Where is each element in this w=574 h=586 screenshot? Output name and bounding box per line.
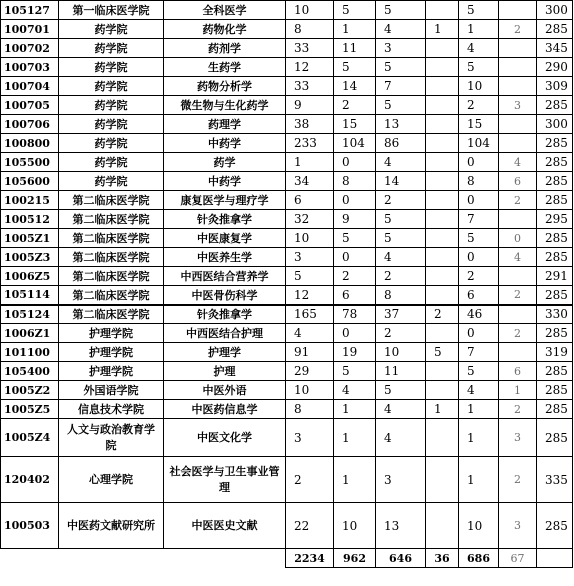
cell-c1: 1	[286, 153, 334, 172]
cell-c2: 0	[334, 248, 376, 267]
cell-c6: 3	[499, 503, 537, 549]
cell-c5: 1	[459, 20, 499, 39]
cell-c1: 38	[286, 115, 334, 134]
cell-c1: 91	[286, 343, 334, 362]
cell-c5: 7	[459, 210, 499, 229]
cell-school: 第二临床医学院	[59, 210, 164, 229]
cell-school: 药学院	[59, 153, 164, 172]
cell-c3: 86	[376, 134, 426, 153]
table-row	[1, 457, 573, 503]
cell-code: 105500	[1, 153, 59, 172]
cell-c3: 4	[376, 419, 426, 457]
cell-c5: 5	[459, 229, 499, 248]
cell-school: 药学院	[59, 115, 164, 134]
cell-score: 285	[537, 286, 573, 305]
cell-c4: 1	[426, 400, 459, 419]
cell-code: 100503	[1, 503, 59, 549]
cell-school: 心理学院	[59, 457, 164, 503]
cell-score: 300	[537, 115, 573, 134]
cell-c4: 1	[426, 20, 459, 39]
cell-c6	[499, 58, 537, 77]
cell-c3: 13	[376, 115, 426, 134]
cell-score: 319	[537, 343, 573, 362]
cell-code: 120402	[1, 457, 59, 503]
cell-c2: 5	[334, 362, 376, 381]
cell-c5: 104	[459, 134, 499, 153]
cell-c5: 15	[459, 115, 499, 134]
cell-school: 药学院	[59, 172, 164, 191]
cell-c2: 1	[334, 400, 376, 419]
table-row	[1, 286, 573, 305]
cell-school: 护理学院	[59, 324, 164, 343]
cell-c3: 4	[376, 153, 426, 172]
cell-c4	[426, 77, 459, 96]
cell-c2: 14	[334, 77, 376, 96]
cell-c4	[426, 229, 459, 248]
cell-code: 100800	[1, 134, 59, 153]
table-row	[1, 210, 573, 229]
cell-c1: 33	[286, 77, 334, 96]
cell-c6: 3	[499, 419, 537, 457]
cell-c6: 2	[499, 324, 537, 343]
cell-school: 第二临床医学院	[59, 286, 164, 305]
cell-c5: 6	[459, 286, 499, 305]
table-row	[1, 20, 573, 39]
table-row	[1, 115, 573, 134]
table-row	[1, 362, 573, 381]
cell-c1: 8	[286, 20, 334, 39]
cell-c3: 2	[376, 191, 426, 210]
cell-major: 药剂学	[164, 39, 286, 58]
table-row	[1, 153, 573, 172]
cell-major: 中医药信息学	[164, 400, 286, 419]
cell-c3: 5	[376, 229, 426, 248]
total-c4: 36	[426, 549, 459, 568]
table-row	[1, 267, 573, 286]
cell-c2: 5	[334, 229, 376, 248]
cell-c1: 3	[286, 419, 334, 457]
cell-c5: 0	[459, 324, 499, 343]
cell-school: 人文与政治教育学院	[59, 419, 164, 457]
cell-c2: 15	[334, 115, 376, 134]
cell-major: 全科医学	[164, 1, 286, 20]
cell-c3: 7	[376, 77, 426, 96]
cell-c4	[426, 210, 459, 229]
cell-c5: 7	[459, 343, 499, 362]
cell-c6: 0	[499, 229, 537, 248]
cell-c6	[499, 39, 537, 58]
cell-c4	[426, 381, 459, 400]
cell-score: 295	[537, 210, 573, 229]
cell-c3: 2	[376, 324, 426, 343]
cell-code: 100705	[1, 96, 59, 115]
cell-code: 105600	[1, 172, 59, 191]
cell-code: 100704	[1, 77, 59, 96]
cell-major: 针灸推拿学	[164, 305, 286, 324]
cell-c3: 4	[376, 400, 426, 419]
table-row	[1, 381, 573, 400]
cell-c4	[426, 153, 459, 172]
cell-c6	[499, 115, 537, 134]
cell-c6: 4	[499, 153, 537, 172]
cell-score: 345	[537, 39, 573, 58]
cell-code: 105124	[1, 305, 59, 324]
table-body	[1, 1, 573, 568]
cell-score: 285	[537, 503, 573, 549]
cell-c4	[426, 134, 459, 153]
cell-c3: 5	[376, 96, 426, 115]
cell-score: 285	[537, 191, 573, 210]
cell-score: 300	[537, 1, 573, 20]
cell-c6	[499, 134, 537, 153]
cell-c3: 5	[376, 381, 426, 400]
cell-major: 护理学	[164, 343, 286, 362]
cell-c5: 4	[459, 381, 499, 400]
cell-c5: 5	[459, 58, 499, 77]
cell-c4	[426, 286, 459, 305]
cell-c2: 9	[334, 210, 376, 229]
cell-major: 药物分析学	[164, 77, 286, 96]
cell-c2: 0	[334, 191, 376, 210]
cell-c6	[499, 305, 537, 324]
cell-major: 中医康复学	[164, 229, 286, 248]
cell-c2: 19	[334, 343, 376, 362]
cell-score: 290	[537, 58, 573, 77]
cell-c1: 165	[286, 305, 334, 324]
table-row	[1, 324, 573, 343]
total-school	[59, 549, 164, 568]
cell-c4	[426, 503, 459, 549]
cell-c3: 10	[376, 343, 426, 362]
cell-c1: 33	[286, 39, 334, 58]
cell-c6	[499, 1, 537, 20]
cell-code: 100706	[1, 115, 59, 134]
cell-score: 285	[537, 248, 573, 267]
cell-code: 105114	[1, 286, 59, 305]
cell-score: 285	[537, 400, 573, 419]
cell-score: 335	[537, 457, 573, 503]
cell-c5: 46	[459, 305, 499, 324]
cell-c5: 5	[459, 362, 499, 381]
cell-c3: 3	[376, 39, 426, 58]
cell-c5: 2	[459, 96, 499, 115]
cell-c5: 0	[459, 248, 499, 267]
cell-c1: 233	[286, 134, 334, 153]
cell-major: 中药学	[164, 172, 286, 191]
cell-c6: 2	[499, 400, 537, 419]
cell-score: 285	[537, 96, 573, 115]
cell-c4	[426, 419, 459, 457]
cell-code: 105127	[1, 1, 59, 20]
cell-c4	[426, 457, 459, 503]
cell-school: 药学院	[59, 96, 164, 115]
cell-c1: 6	[286, 191, 334, 210]
cell-c2: 78	[334, 305, 376, 324]
cell-c3: 3	[376, 457, 426, 503]
cell-c1: 29	[286, 362, 334, 381]
cell-c1: 9	[286, 96, 334, 115]
cell-major: 药理学	[164, 115, 286, 134]
cell-code: 1005Z3	[1, 248, 59, 267]
cell-c6: 6	[499, 362, 537, 381]
cell-major: 社会医学与卫生事业管理	[164, 457, 286, 503]
cell-c5: 8	[459, 172, 499, 191]
cell-c2: 2	[334, 267, 376, 286]
cell-c2: 0	[334, 324, 376, 343]
cell-score: 285	[537, 172, 573, 191]
cell-c1: 3	[286, 248, 334, 267]
cell-c2: 10	[334, 503, 376, 549]
cell-c2: 8	[334, 172, 376, 191]
cell-major: 药学	[164, 153, 286, 172]
cell-code: 100701	[1, 20, 59, 39]
cell-c4: 5	[426, 343, 459, 362]
table-row	[1, 134, 573, 153]
cell-c3: 2	[376, 267, 426, 286]
cell-c1: 2	[286, 457, 334, 503]
cell-code: 1005Z5	[1, 400, 59, 419]
cell-c6: 3	[499, 96, 537, 115]
cell-c2: 0	[334, 153, 376, 172]
cell-c3: 5	[376, 1, 426, 20]
cell-c5: 10	[459, 77, 499, 96]
cell-school: 信息技术学院	[59, 400, 164, 419]
cell-c2: 11	[334, 39, 376, 58]
cell-c2: 1	[334, 457, 376, 503]
cell-c2: 2	[334, 96, 376, 115]
cell-c4	[426, 58, 459, 77]
cell-school: 药学院	[59, 134, 164, 153]
cell-c5: 1	[459, 457, 499, 503]
cell-major: 护理	[164, 362, 286, 381]
cell-c6	[499, 210, 537, 229]
cell-c6: 2	[499, 457, 537, 503]
cell-c1: 10	[286, 229, 334, 248]
cell-c2: 5	[334, 58, 376, 77]
table-row	[1, 343, 573, 362]
cell-c3: 13	[376, 503, 426, 549]
cell-c3: 5	[376, 58, 426, 77]
total-c5: 686	[459, 549, 499, 568]
cell-score: 291	[537, 267, 573, 286]
cell-code: 1006Z5	[1, 267, 59, 286]
cell-c6: 1	[499, 381, 537, 400]
cell-c1: 12	[286, 58, 334, 77]
cell-c5: 0	[459, 191, 499, 210]
cell-score: 285	[537, 229, 573, 248]
cell-c1: 34	[286, 172, 334, 191]
cell-c6	[499, 343, 537, 362]
cell-code: 100703	[1, 58, 59, 77]
cell-school: 药学院	[59, 20, 164, 39]
cell-c4	[426, 267, 459, 286]
table-row	[1, 503, 573, 549]
cell-score: 285	[537, 134, 573, 153]
table-row	[1, 77, 573, 96]
cell-c3: 37	[376, 305, 426, 324]
cell-c3: 5	[376, 210, 426, 229]
cell-major: 中医文化学	[164, 419, 286, 457]
cell-c5: 1	[459, 419, 499, 457]
cell-score: 285	[537, 153, 573, 172]
cell-c4	[426, 96, 459, 115]
cell-c4	[426, 191, 459, 210]
cell-c4: 2	[426, 305, 459, 324]
cell-major: 微生物与生化药学	[164, 96, 286, 115]
table-row	[1, 58, 573, 77]
cell-code: 100702	[1, 39, 59, 58]
cell-c5: 2	[459, 267, 499, 286]
cell-school: 第二临床医学院	[59, 267, 164, 286]
cell-score: 285	[537, 362, 573, 381]
cell-score: 285	[537, 20, 573, 39]
table-row	[1, 400, 573, 419]
cell-school: 第二临床医学院	[59, 191, 164, 210]
cell-major: 中药学	[164, 134, 286, 153]
cell-c5: 1	[459, 400, 499, 419]
cell-code: 1005Z4	[1, 419, 59, 457]
table-row	[1, 172, 573, 191]
cell-c6: 6	[499, 172, 537, 191]
cell-c4	[426, 172, 459, 191]
cell-school: 外国语学院	[59, 381, 164, 400]
cell-school: 护理学院	[59, 343, 164, 362]
cell-c2: 104	[334, 134, 376, 153]
cell-c3: 14	[376, 172, 426, 191]
cell-c6	[499, 267, 537, 286]
cell-c5: 0	[459, 153, 499, 172]
cell-major: 生药学	[164, 58, 286, 77]
total-c2: 962	[334, 549, 376, 568]
table-row	[1, 248, 573, 267]
table-row	[1, 1, 573, 20]
cell-c2: 1	[334, 419, 376, 457]
table-row	[1, 419, 573, 457]
cell-c2: 6	[334, 286, 376, 305]
cell-score: 285	[537, 324, 573, 343]
cell-score: 285	[537, 381, 573, 400]
cell-school: 第一临床医学院	[59, 1, 164, 20]
cell-c6: 2	[499, 191, 537, 210]
cell-c1: 22	[286, 503, 334, 549]
cell-c1: 10	[286, 381, 334, 400]
cell-school: 护理学院	[59, 362, 164, 381]
total-c6: 67	[499, 549, 537, 568]
table-row	[1, 191, 573, 210]
cell-major: 针灸推拿学	[164, 210, 286, 229]
cell-major: 中医医史文献	[164, 503, 286, 549]
cell-school: 药学院	[59, 58, 164, 77]
cell-code: 105400	[1, 362, 59, 381]
cell-c4	[426, 115, 459, 134]
cell-major: 中医骨伤科学	[164, 286, 286, 305]
cell-c4	[426, 362, 459, 381]
cell-c1: 4	[286, 324, 334, 343]
cell-c1: 8	[286, 400, 334, 419]
cell-school: 第二临床医学院	[59, 248, 164, 267]
cell-c4	[426, 248, 459, 267]
cell-c5: 4	[459, 39, 499, 58]
cell-school: 第二临床医学院	[59, 229, 164, 248]
cell-code: 100512	[1, 210, 59, 229]
cell-major: 康复医学与理疗学	[164, 191, 286, 210]
cell-c4	[426, 39, 459, 58]
cell-code: 100215	[1, 191, 59, 210]
cell-c5: 5	[459, 1, 499, 20]
table-row	[1, 305, 573, 324]
cell-code: 1005Z2	[1, 381, 59, 400]
cell-c1: 5	[286, 267, 334, 286]
cell-school: 药学院	[59, 77, 164, 96]
cell-school: 药学院	[59, 39, 164, 58]
table-row	[1, 229, 573, 248]
cell-c4	[426, 1, 459, 20]
cell-major: 中医养生学	[164, 248, 286, 267]
cell-c6: 2	[499, 286, 537, 305]
cell-major: 中西医结合护理	[164, 324, 286, 343]
total-c3: 646	[376, 549, 426, 568]
cell-code: 1005Z1	[1, 229, 59, 248]
cell-c3: 4	[376, 20, 426, 39]
total-code	[1, 549, 59, 568]
cell-school: 第二临床医学院	[59, 305, 164, 324]
cell-c1: 12	[286, 286, 334, 305]
total-c1: 2234	[286, 549, 334, 568]
cell-c3: 4	[376, 248, 426, 267]
cell-c1: 10	[286, 1, 334, 20]
cell-score: 285	[537, 419, 573, 457]
cell-c6: 2	[499, 20, 537, 39]
cell-c6: 4	[499, 248, 537, 267]
cell-major: 中西医结合营养学	[164, 267, 286, 286]
totals-row	[1, 549, 573, 568]
cell-c5: 10	[459, 503, 499, 549]
cell-c6	[499, 77, 537, 96]
cell-c1: 32	[286, 210, 334, 229]
table-row	[1, 39, 573, 58]
cell-major: 药物化学	[164, 20, 286, 39]
cell-school: 中医药文献研究所	[59, 503, 164, 549]
cell-c2: 4	[334, 381, 376, 400]
cell-c4	[426, 324, 459, 343]
cell-c3: 11	[376, 362, 426, 381]
cell-c3: 8	[376, 286, 426, 305]
cell-score: 330	[537, 305, 573, 324]
table-row	[1, 96, 573, 115]
cell-score: 309	[537, 77, 573, 96]
cell-c2: 1	[334, 20, 376, 39]
total-major	[164, 549, 286, 568]
total-score	[537, 549, 573, 568]
cell-major: 中医外语	[164, 381, 286, 400]
cell-code: 1006Z1	[1, 324, 59, 343]
cell-code: 101100	[1, 343, 59, 362]
cell-c2: 5	[334, 1, 376, 20]
